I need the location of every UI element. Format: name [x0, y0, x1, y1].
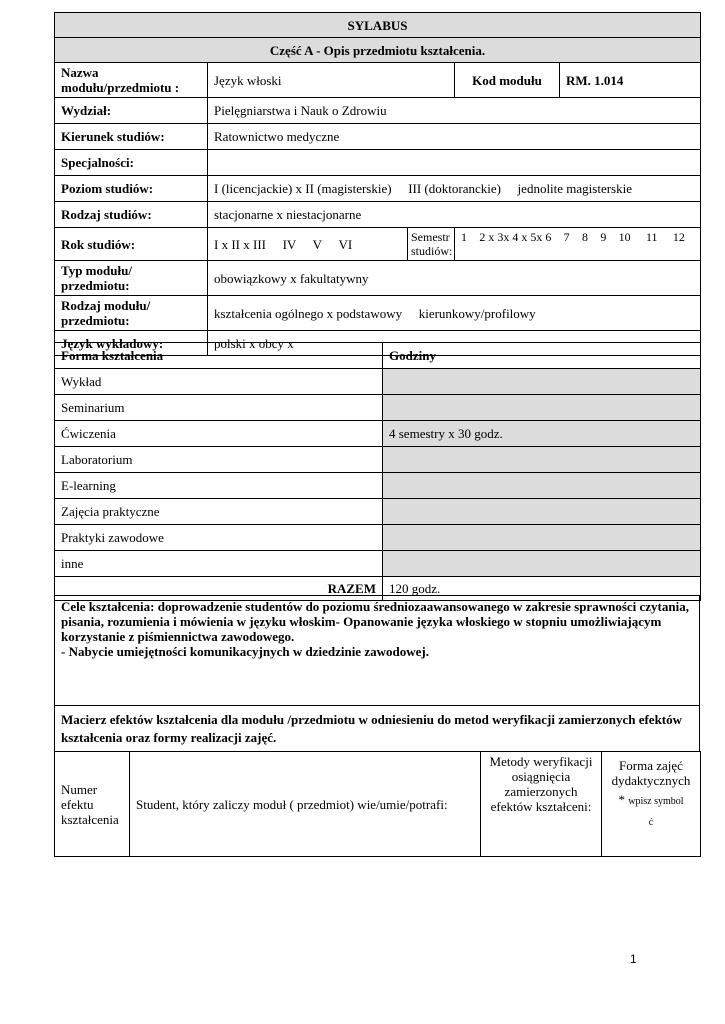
module-kind-label: Rodzaj modułu/ przedmiotu:: [55, 296, 208, 331]
syllabus-title: SYLABUS: [55, 13, 701, 38]
hours-elearning: [383, 473, 701, 499]
matrix-col-forms: [602, 752, 701, 857]
form-laboratory: Laboratorium: [55, 447, 383, 473]
module-code-label: Kod modułu: [455, 63, 560, 98]
study-mode-value: stacjonarne x niestacjonarne: [208, 202, 701, 228]
language-value: polski x obcy x: [208, 331, 701, 356]
hours-header: Godziny: [383, 343, 701, 369]
matrix-title: Macierz efektów kształcenia dla modułu /przedmiotu w odniesieniu do metod weryfikacji zamierzonych efektów kształcenia oraz formy realizacji zajęć.: [55, 706, 700, 752]
section-a-title: Część A - Opis przedmiotu kształcenia.: [55, 38, 701, 63]
hours-laboratory: [383, 447, 701, 473]
level-value: I (licencjackie) x II (magisterskie) III (doktoranckie) jednolite magisterskie: [208, 176, 701, 202]
faculty-value: Pielęgniarstwa i Nauk o Zdrowiu: [208, 98, 701, 124]
form-internship: Praktyki zawodowe: [55, 525, 383, 551]
module-code-value: RM. 1.014: [560, 63, 701, 98]
specialty-label: Specjalności:: [55, 150, 208, 176]
form-exercises: Ćwiczenia: [55, 421, 383, 447]
learning-goals: Cele kształcenia: doprowadzenie studentów do poziomu średniozaawansowanego w zakresie sprawności czytania, pisania, rozumienia i mówienia w języku włoskim- Opanowanie języka włoskiego w stopniu umożliwiającym korzystanie z piśmiennictwa zawodowego. - Nabycie umiejętności komunikacyjnych w dziedzinie zawodowej.: [55, 596, 700, 706]
matrix-col-student: Student, który zaliczy moduł ( przedmiot) wie/umie/potrafi:: [130, 752, 481, 857]
hours-exercises: 4 semestry x 30 godz.: [383, 421, 701, 447]
study-mode-label: Rodzaj studiów:: [55, 202, 208, 228]
module-type-label: Typ modułu/ przedmiotu:: [55, 261, 208, 296]
module-name-value: Język włoski: [208, 63, 455, 98]
hours-internship: [383, 525, 701, 551]
semester-value: 1 2 x 3x 4 x 5x 6 7 8 9 10 11 12: [455, 228, 701, 261]
forms-table: [54, 342, 701, 601]
module-kind-value: kształcenia ogólnego x podstawowy kierunkowy/profilowy: [208, 296, 701, 331]
module-name-label: Nazwa modułu/przedmiotu :: [55, 63, 208, 98]
page-number: 1: [630, 952, 637, 966]
hours-seminar: [383, 395, 701, 421]
forms-header: Forma kształcenia: [55, 343, 383, 369]
form-elearning: E-learning: [55, 473, 383, 499]
module-type-value: obowiązkowy x fakultatywny: [208, 261, 701, 296]
matrix-table: [54, 751, 701, 857]
syllabus-table: [54, 12, 701, 356]
year-label: Rok studiów:: [55, 228, 208, 261]
asterisk: *: [618, 792, 625, 807]
symbol-note: wpisz symbol: [628, 796, 684, 807]
hours-other: [383, 551, 701, 577]
matrix-col-methods: Metody weryfikacji osiągnięcia zamierzonych efektów kształceni:: [481, 752, 602, 857]
faculty-label: Wydział:: [55, 98, 208, 124]
matrix-forms-title: Forma zajęć dydaktycznych: [611, 758, 691, 788]
field-label: Kierunek studiów:: [55, 124, 208, 150]
symbol-value: ć: [648, 817, 654, 828]
level-label: Poziom studiów:: [55, 176, 208, 202]
field-value: Ratownictwo medyczne: [208, 124, 701, 150]
semester-label: Semestr studiów:: [408, 228, 455, 261]
matrix-col-number: Numer efektu kształcenia: [55, 752, 130, 857]
specialty-value: [208, 150, 701, 176]
year-value: I x II x III IV V VI: [208, 228, 408, 261]
total-value: 120 godz.: [383, 577, 701, 601]
form-seminar: Seminarium: [55, 395, 383, 421]
language-label: Język wykładowy:: [55, 331, 208, 356]
form-other: inne: [55, 551, 383, 577]
goals-table: [54, 595, 700, 752]
hours-lecture: [383, 369, 701, 395]
total-label: RAZEM: [55, 577, 383, 601]
hours-practical: [383, 499, 701, 525]
form-lecture: Wykład: [55, 369, 383, 395]
form-practical: Zajęcia praktyczne: [55, 499, 383, 525]
